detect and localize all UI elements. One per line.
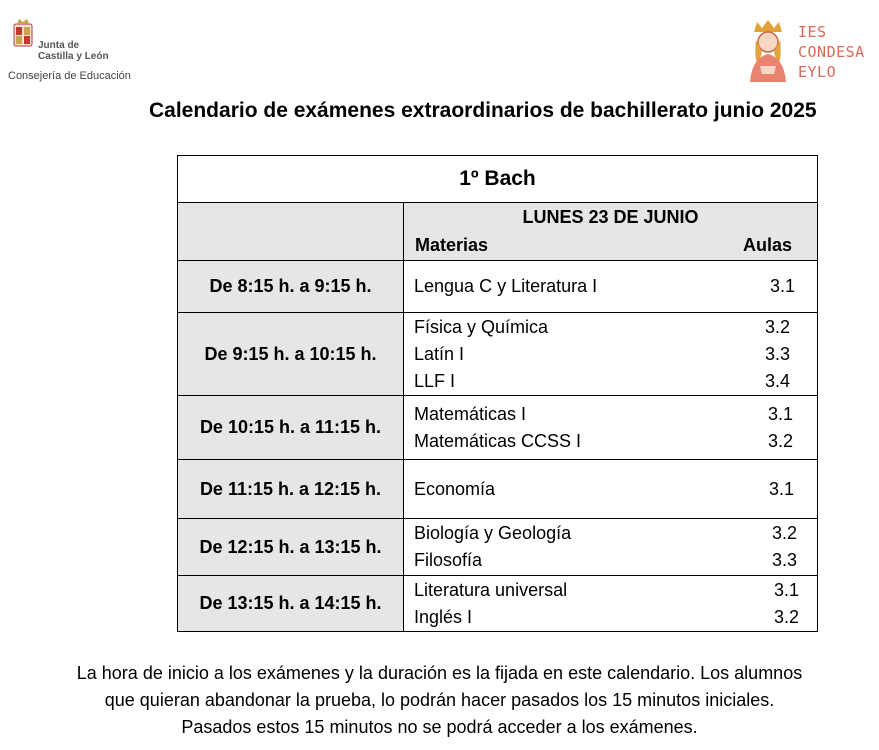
room-number: 3.1 [768, 403, 794, 424]
room-number: 3.1 [774, 579, 800, 600]
subject-name: Literatura universal [414, 579, 568, 600]
footer-note [0, 660, 879, 741]
table-row [178, 396, 818, 460]
subject-name: Matemáticas CCSS I [414, 430, 582, 451]
subject-name: LLF I [414, 370, 456, 391]
subject-row [404, 341, 817, 368]
subject-name: Latín I [414, 343, 465, 364]
queen-figure-icon [740, 18, 796, 82]
org-department: Consejería de Educación [8, 70, 131, 82]
subject-name: Filosofía [414, 550, 483, 570]
junta-logo [8, 18, 158, 84]
room-number: 3.4 [765, 370, 791, 391]
footer-line: La hora de inicio a los exámenes y la duración es la fijada en este calendario. Los alumnos [76, 663, 803, 683]
table-row [178, 519, 818, 576]
subject-row [404, 547, 817, 574]
subject-row [404, 368, 817, 395]
level-heading: 1º Bach [178, 156, 818, 203]
school-logo [740, 18, 870, 84]
subject-row [404, 428, 817, 455]
time-slot: De 9:15 h. a 10:15 h. [178, 313, 404, 396]
subject-name: Economía [414, 478, 496, 499]
subject-name: Biología y Geología [414, 523, 572, 543]
subject-list [404, 576, 818, 632]
rooms-column-label: Aulas [743, 235, 793, 255]
school-name: IES CONDESA EYLO [798, 23, 865, 81]
day-label: LUNES 23 DE JUNIO [522, 207, 699, 227]
room-number: 3.2 [768, 430, 794, 451]
room-number: 3.1 [770, 276, 796, 296]
subject-name: Inglés I [414, 606, 473, 627]
room-number: 3.1 [769, 478, 795, 499]
room-number: 3.2 [772, 523, 798, 543]
subject-list [404, 261, 818, 313]
subject-row [404, 520, 817, 547]
subject-list [404, 313, 818, 396]
org-name: Junta de Castilla y León [38, 40, 109, 62]
subject-name: Matemáticas I [414, 403, 527, 424]
time-slot: De 8:15 h. a 9:15 h. [178, 261, 404, 313]
subject-name: Física y Química [414, 316, 549, 337]
table-row [178, 460, 818, 519]
subject-row [404, 401, 817, 428]
time-slot: De 10:15 h. a 11:15 h. [178, 396, 404, 460]
subject-list [404, 519, 818, 576]
subject-name: Lengua C y Literatura I [414, 276, 598, 296]
subjects-column-label: Materias [415, 235, 489, 255]
time-slot: De 11:15 h. a 12:15 h. [178, 460, 404, 519]
footer-line: Pasados estos 15 minutos no se podrá acceder a los exámenes. [181, 717, 698, 737]
coat-of-arms-icon [12, 18, 34, 50]
room-number: 3.2 [765, 316, 791, 337]
room-number: 3.3 [772, 550, 798, 570]
subject-row [404, 273, 817, 300]
exam-schedule-table [177, 155, 818, 632]
subject-row [404, 604, 817, 631]
room-number: 3.2 [774, 606, 800, 627]
subject-row [404, 476, 817, 503]
day-header [404, 203, 818, 261]
room-number: 3.3 [765, 343, 791, 364]
subject-row [404, 577, 817, 604]
subject-list [404, 396, 818, 460]
table-row [178, 313, 818, 396]
subject-row [404, 314, 817, 341]
table-row [178, 576, 818, 632]
footer-line: que quieran abandonar la prueba, lo podrán hacer pasados los 15 minutos iniciales. [104, 690, 775, 710]
subject-list [404, 460, 818, 519]
page-title: Calendario de exámenes extraordinarios de bachillerato junio 2025 [149, 99, 817, 122]
time-column-header [178, 203, 404, 261]
table-row [178, 261, 818, 313]
time-slot: De 13:15 h. a 14:15 h. [178, 576, 404, 632]
time-slot: De 12:15 h. a 13:15 h. [178, 519, 404, 576]
